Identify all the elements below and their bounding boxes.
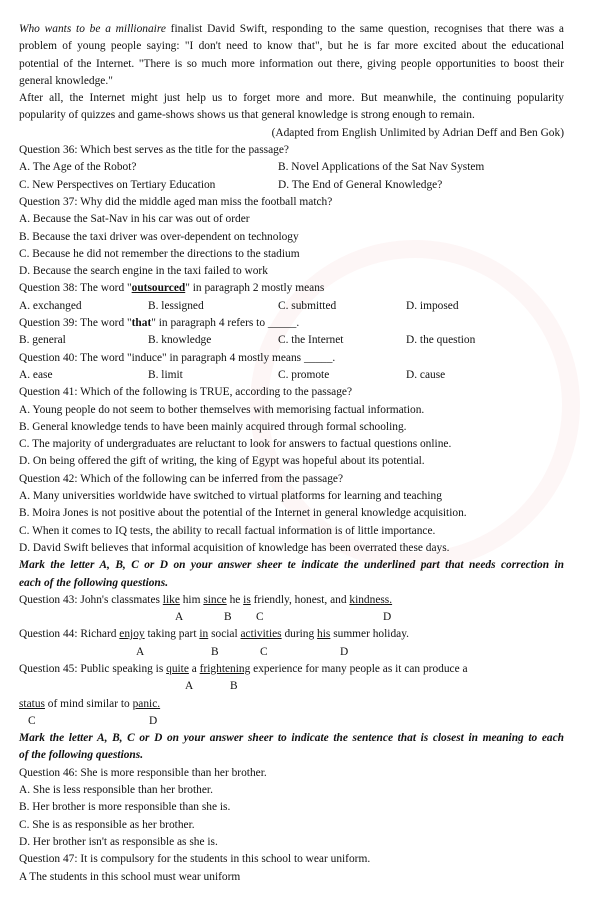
question-41-stem: Question 41: Which of the following is TRUE, according to the passage?: [19, 386, 353, 399]
option-a[interactable]: B. general: [19, 334, 66, 347]
question-46-stem: Question 46: She is more responsible than her brother.: [19, 766, 267, 779]
option-b[interactable]: B. Novel Applications of the Sat Nav System: [278, 161, 485, 174]
option-d[interactable]: D. cause: [406, 368, 446, 381]
passage-line: general knowledge.": [19, 74, 113, 87]
marker-d: D: [340, 645, 349, 658]
option-d[interactable]: D. The End of General Knowledge?: [278, 178, 443, 191]
marker-c: C: [260, 645, 268, 658]
question-44-stem: Question 44: Richard enjoy taking part in social activities during his summer holiday.: [19, 628, 410, 641]
passage-line: After all, the Internet might just help us to forget more and more. But meanwhile, the continuing popularity: [19, 92, 564, 105]
underlined-part-b[interactable]: frightening: [199, 662, 251, 675]
option-b[interactable]: B. lessigned: [148, 299, 204, 312]
question-42-stem: Question 42: Which of the following can be inferred from the passage?: [19, 472, 344, 485]
marker-d: D: [149, 714, 158, 727]
question-40-options-row: [19, 367, 564, 384]
underlined-part-b[interactable]: in: [199, 628, 209, 641]
question-36-options-row: [19, 177, 564, 194]
question-38-options-row: [19, 298, 564, 315]
underlined-part-a[interactable]: quite: [166, 662, 189, 675]
marker-b: B: [230, 680, 238, 693]
option-b[interactable]: B. Her brother is more responsible than she is.: [19, 801, 231, 814]
question-38-stem: Question 38: The word "outsourced" in paragraph 2 mostly means: [19, 282, 325, 295]
option-c[interactable]: C. Because he did not remember the directions to the stadium: [19, 247, 300, 260]
option-d[interactable]: D. On being offered the gift of writing, the king of Egypt was hopeful about its potential.: [19, 455, 425, 468]
underlined-part-d[interactable]: panic.: [132, 697, 161, 710]
option-c[interactable]: C. submitted: [278, 299, 337, 312]
passage-source: (Adapted from English Unlimited by Adrian Deff and Ben Gok): [271, 126, 564, 139]
question-47-stem: Question 47: It is compulsory for the students in this school to wear uniform.: [19, 853, 371, 866]
question-45-continuation: status of mind similar to panic.: [19, 697, 161, 710]
section-instruction: of the following questions.: [19, 749, 144, 762]
question-39-stem: Question 39: The word "that" in paragraph 4 refers to _____.: [19, 317, 300, 330]
underlined-part-d[interactable]: kindness.: [349, 593, 393, 606]
underlined-part-c[interactable]: activities: [240, 628, 282, 641]
section-instruction: each of the following questions.: [19, 576, 169, 589]
underlined-part-a[interactable]: like: [162, 593, 180, 606]
option-a[interactable]: A. ease: [19, 368, 53, 381]
option-c[interactable]: C. promote: [278, 368, 330, 381]
marker-c: C: [28, 714, 36, 727]
underlined-part-c[interactable]: status: [19, 697, 45, 710]
section-instruction: Mark the letter A, B, C or D on your answer sheer te indicate the underlined part that needs correction in: [19, 559, 564, 572]
underlined-part-b[interactable]: since: [203, 593, 227, 606]
option-a[interactable]: A. exchanged: [19, 299, 82, 312]
option-b[interactable]: B. limit: [148, 368, 183, 381]
option-a[interactable]: A. Young people do not seem to bother themselves with memorising factual information.: [19, 403, 425, 416]
question-39-options-row: [19, 332, 564, 349]
option-a[interactable]: A The students in this school must wear uniform: [19, 870, 241, 883]
question-43-stem: Question 43: John's classmates like him since he is friendly, honest, and kindness.: [19, 593, 393, 606]
passage-line: Who wants to be a millionaire finalist David Swift, responding to the same question, recognises that there was a: [19, 23, 564, 35]
option-b[interactable]: B. knowledge: [148, 334, 212, 347]
option-d[interactable]: D. imposed: [406, 299, 459, 312]
option-c[interactable]: C. the Internet: [278, 334, 344, 347]
passage-line: problem of young people saying: "I don't need to know that", but he is far more excited about the educational: [19, 40, 564, 53]
underlined-part-a[interactable]: enjoy: [119, 628, 145, 641]
option-d[interactable]: D. Because the search engine in the taxi failed to work: [19, 265, 268, 278]
marker-d: D: [383, 611, 392, 624]
option-c[interactable]: C. When it comes to IQ tests, the ability to recall factual information is of little importance.: [19, 524, 436, 537]
exam-page: [19, 21, 564, 886]
option-d[interactable]: D. the question: [406, 334, 476, 347]
passage-line: potential of the Internet. "There is so much more information out there, giving people opportunities to boost their: [19, 57, 564, 70]
question-40-stem: Question 40: The word "induce" in paragraph 4 mostly means _____.: [19, 351, 336, 364]
marker-b: B: [211, 645, 219, 658]
marker-a: A: [185, 680, 194, 693]
passage-line: popularity of quizzes and game-shows shows us that general knowledge is strong enough to remain.: [19, 109, 475, 122]
option-c[interactable]: C. New Perspectives on Tertiary Education: [19, 178, 216, 191]
option-b[interactable]: B. Because the taxi driver was over-dependent on technology: [19, 230, 299, 243]
option-c[interactable]: C. The majority of undergraduates are reluctant to look for answers to factual questions online.: [19, 438, 452, 451]
question-36-options-row: [19, 159, 564, 176]
question-45-letter-markers: [19, 713, 564, 730]
option-a[interactable]: A. Many universities worldwide have switched to virtual platforms for learning and teaching: [19, 490, 442, 503]
option-b[interactable]: B. Moira Jones is not positive about the potential of the Internet in general knowledge acquisition.: [19, 507, 467, 520]
underlined-part-c[interactable]: is: [243, 593, 251, 606]
option-a[interactable]: A. She is less responsible than her brother.: [19, 784, 213, 797]
marker-a: A: [136, 645, 145, 658]
marker-c: C: [256, 611, 264, 624]
question-45-letter-markers: [19, 678, 564, 695]
option-a[interactable]: A. Because the Sat-Nav in his car was out of order: [19, 213, 250, 226]
marker-a: A: [175, 611, 184, 624]
section-instruction: Mark the letter A, B, C or D on your answer sheer to indicate the sentence that is closest in meaning to each: [19, 732, 564, 745]
option-b[interactable]: B. General knowledge tends to have been mainly acquired through formal schooling.: [19, 420, 407, 433]
question-44-letter-markers: [19, 644, 564, 661]
option-d[interactable]: D. Her brother isn't as responsible as she is.: [19, 835, 218, 848]
question-36-stem: Question 36: Which best serves as the title for the passage?: [19, 144, 289, 157]
marker-b: B: [224, 611, 232, 624]
question-43-letter-markers: [19, 609, 564, 626]
question-45-stem: Question 45: Public speaking is quite a frightening experience for many people as it can produce a: [19, 662, 468, 675]
option-c[interactable]: C. She is as responsible as her brother.: [19, 818, 195, 831]
question-37-stem: Question 37: Why did the middle aged man miss the football match?: [19, 195, 333, 208]
option-a[interactable]: A. The Age of the Robot?: [19, 161, 137, 174]
underlined-part-d[interactable]: his: [317, 628, 331, 641]
option-d[interactable]: D. David Swift believes that informal acquisition of knowledge has been overrated these days.: [19, 541, 450, 554]
